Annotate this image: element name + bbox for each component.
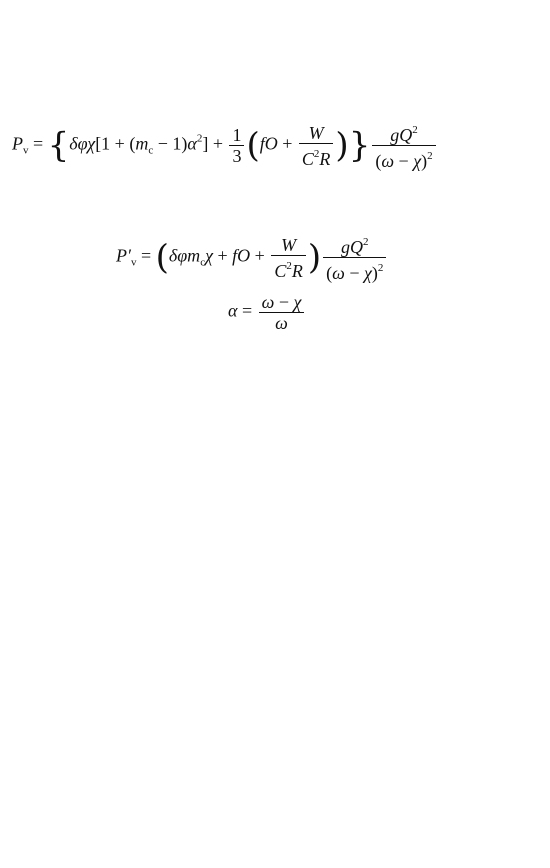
section-heading <box>8 66 16 88</box>
equation-1: $P_v = \{\delta\varphi\chi[1 + (m_c - 1)\alpha^2]$ + $\frac{1}{3}$ (fO + $\frac{W}{C^2R}$ )} $\frac{gQ^2}{(\omega - \chi)^2}$ <box>12 120 438 171</box>
equation-2: $P'_v = (\delta\varphi m_c\chi$ + fO + $\frac{W}{C^2R}$ ) $\frac{gQ^2}{(\omega - \chi)^2}$ <box>116 232 388 283</box>
equation-3: α = $\frac{\omega - \chi}{\omega}$ <box>228 292 306 333</box>
